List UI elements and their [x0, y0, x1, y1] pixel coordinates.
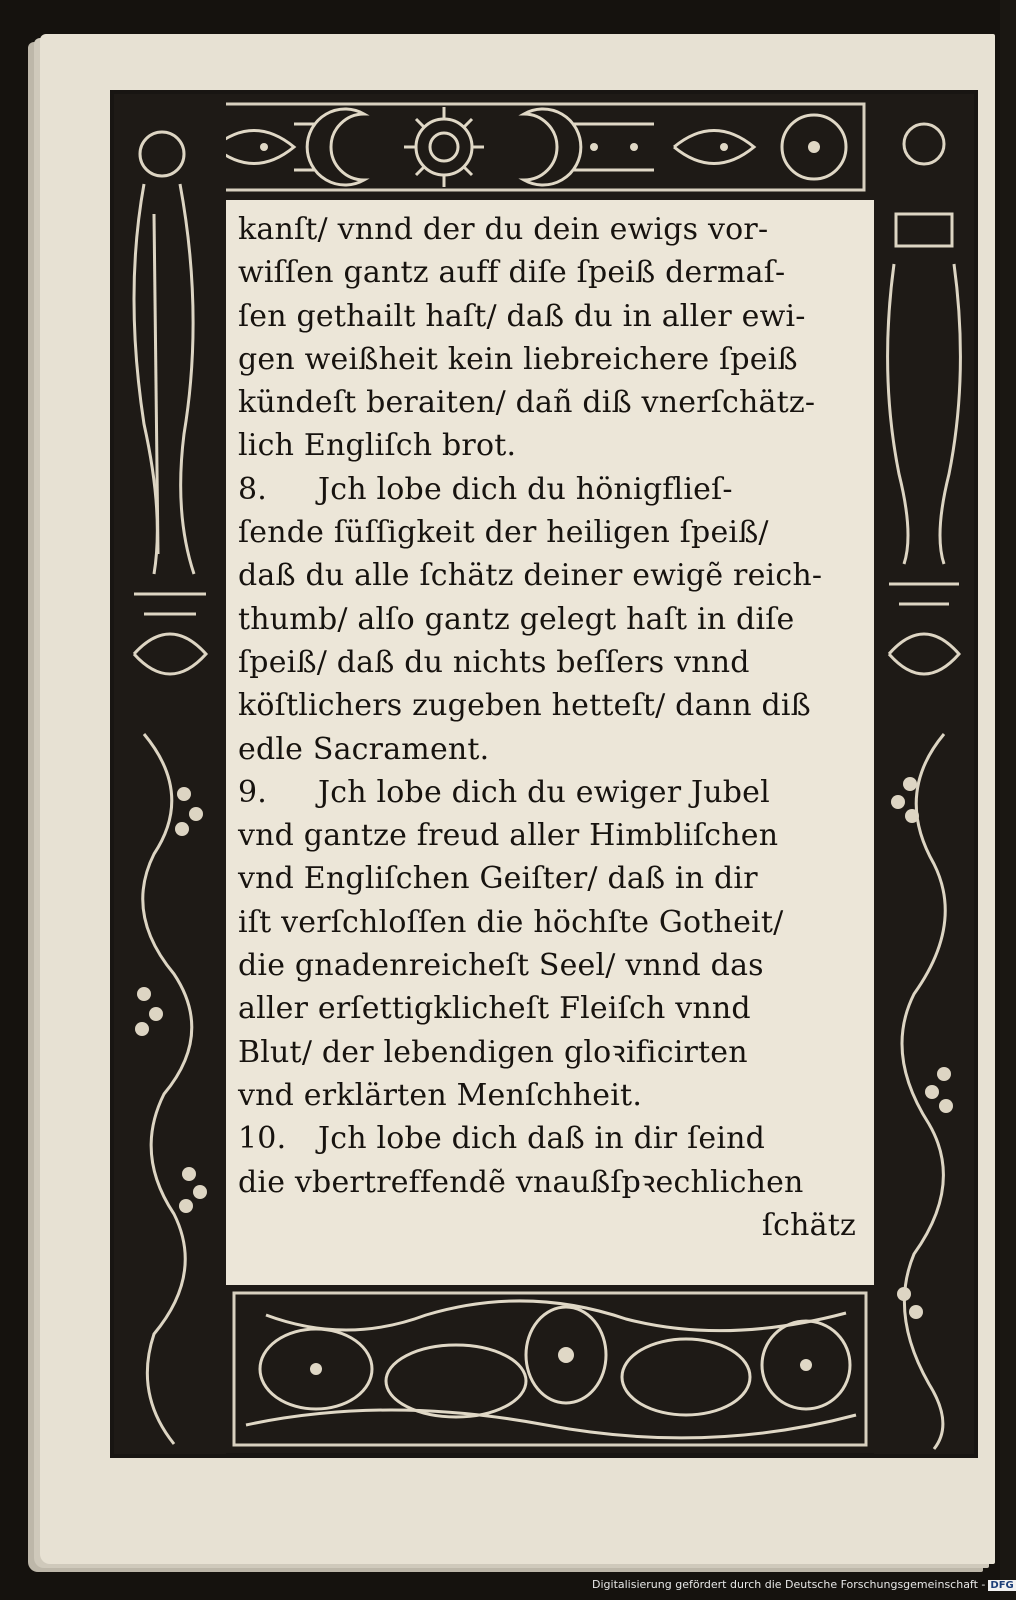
paragraph-number: 8.: [238, 471, 268, 507]
text-line: die gnadenreicheſt Seel/ vnnd das: [238, 948, 764, 984]
paragraph-10-first-line: [238, 1117, 864, 1160]
text-block: [226, 200, 874, 1285]
text-line: aller erſettigklicheſt Fleiſch vnnd: [238, 991, 751, 1027]
text-line: gen weißheit kein liebreichere ſpeiß: [238, 341, 798, 377]
text-line: vnd gantze freud aller Himbliſchen: [238, 818, 779, 854]
text-line: kündeſt beraiten/ dañ diß vnerſchätz-: [238, 385, 816, 421]
text-line: kanſt/ vnnd der du dein ewigs vor-: [238, 212, 769, 247]
bottom-ornament: [226, 1285, 874, 1453]
paragraph-8-first-line: [238, 468, 864, 511]
text-line: ſen gethailt haſt/ daß du in aller ewi-: [238, 298, 806, 334]
text-line: thumb/ alſo gantz gelegt haſt in diſe: [238, 601, 795, 637]
text-line: Jch lobe dich daß in dir ſeind: [318, 1121, 766, 1157]
credit-text: Digitalisierung gefördert durch die Deutsche Forschungsgemeinschaft -: [592, 1578, 986, 1591]
text-line: daß du alle ſchätz deiner ewigẽ reich-: [238, 558, 823, 594]
text-line: die vbertreffendẽ vnaußſpꝛechlichen: [238, 1164, 804, 1200]
text-line: wiſſen gantz auff diſe ſpeiß dermaſ-: [238, 255, 786, 291]
text-line: vnd erklärten Menſchheit.: [238, 1077, 643, 1113]
text-line: ſpeiß/ daß du nichts beſſers vnnd: [238, 644, 750, 680]
top-ornament: [114, 94, 874, 200]
paragraph-9-first-line: [238, 771, 864, 814]
paragraph-number: 9.: [238, 774, 268, 810]
text-line: Jch lobe dich du hönigflieſ-: [318, 471, 733, 507]
text-line: Blut/ der lebendigen gloꝛificirten: [238, 1034, 748, 1070]
text-line: Jch lobe dich du ewiger Jubel: [318, 774, 770, 810]
text-line: köſtlichers zugeben hetteſt/ dann diß: [238, 688, 811, 724]
text-line: edle Sacrament.: [238, 731, 490, 767]
left-ornament: [114, 94, 226, 1454]
text-line: lich Engliſch brot.: [238, 428, 517, 464]
text-line: iſt verſchloſſen die höchſte Gotheit/: [238, 904, 784, 940]
text-line: ſende ſüſſigkeit der heiligen ſpeiß/: [238, 515, 769, 551]
catchword: ſchätz: [761, 1207, 856, 1243]
digitization-credit: [592, 1578, 1016, 1591]
text-line: vnd Engliſchen Geiſter/ daß in dir: [238, 861, 758, 897]
paragraph-number: 10.: [238, 1121, 287, 1157]
dfg-logo: DFG: [990, 1580, 1014, 1591]
right-ornament: [874, 94, 974, 1454]
